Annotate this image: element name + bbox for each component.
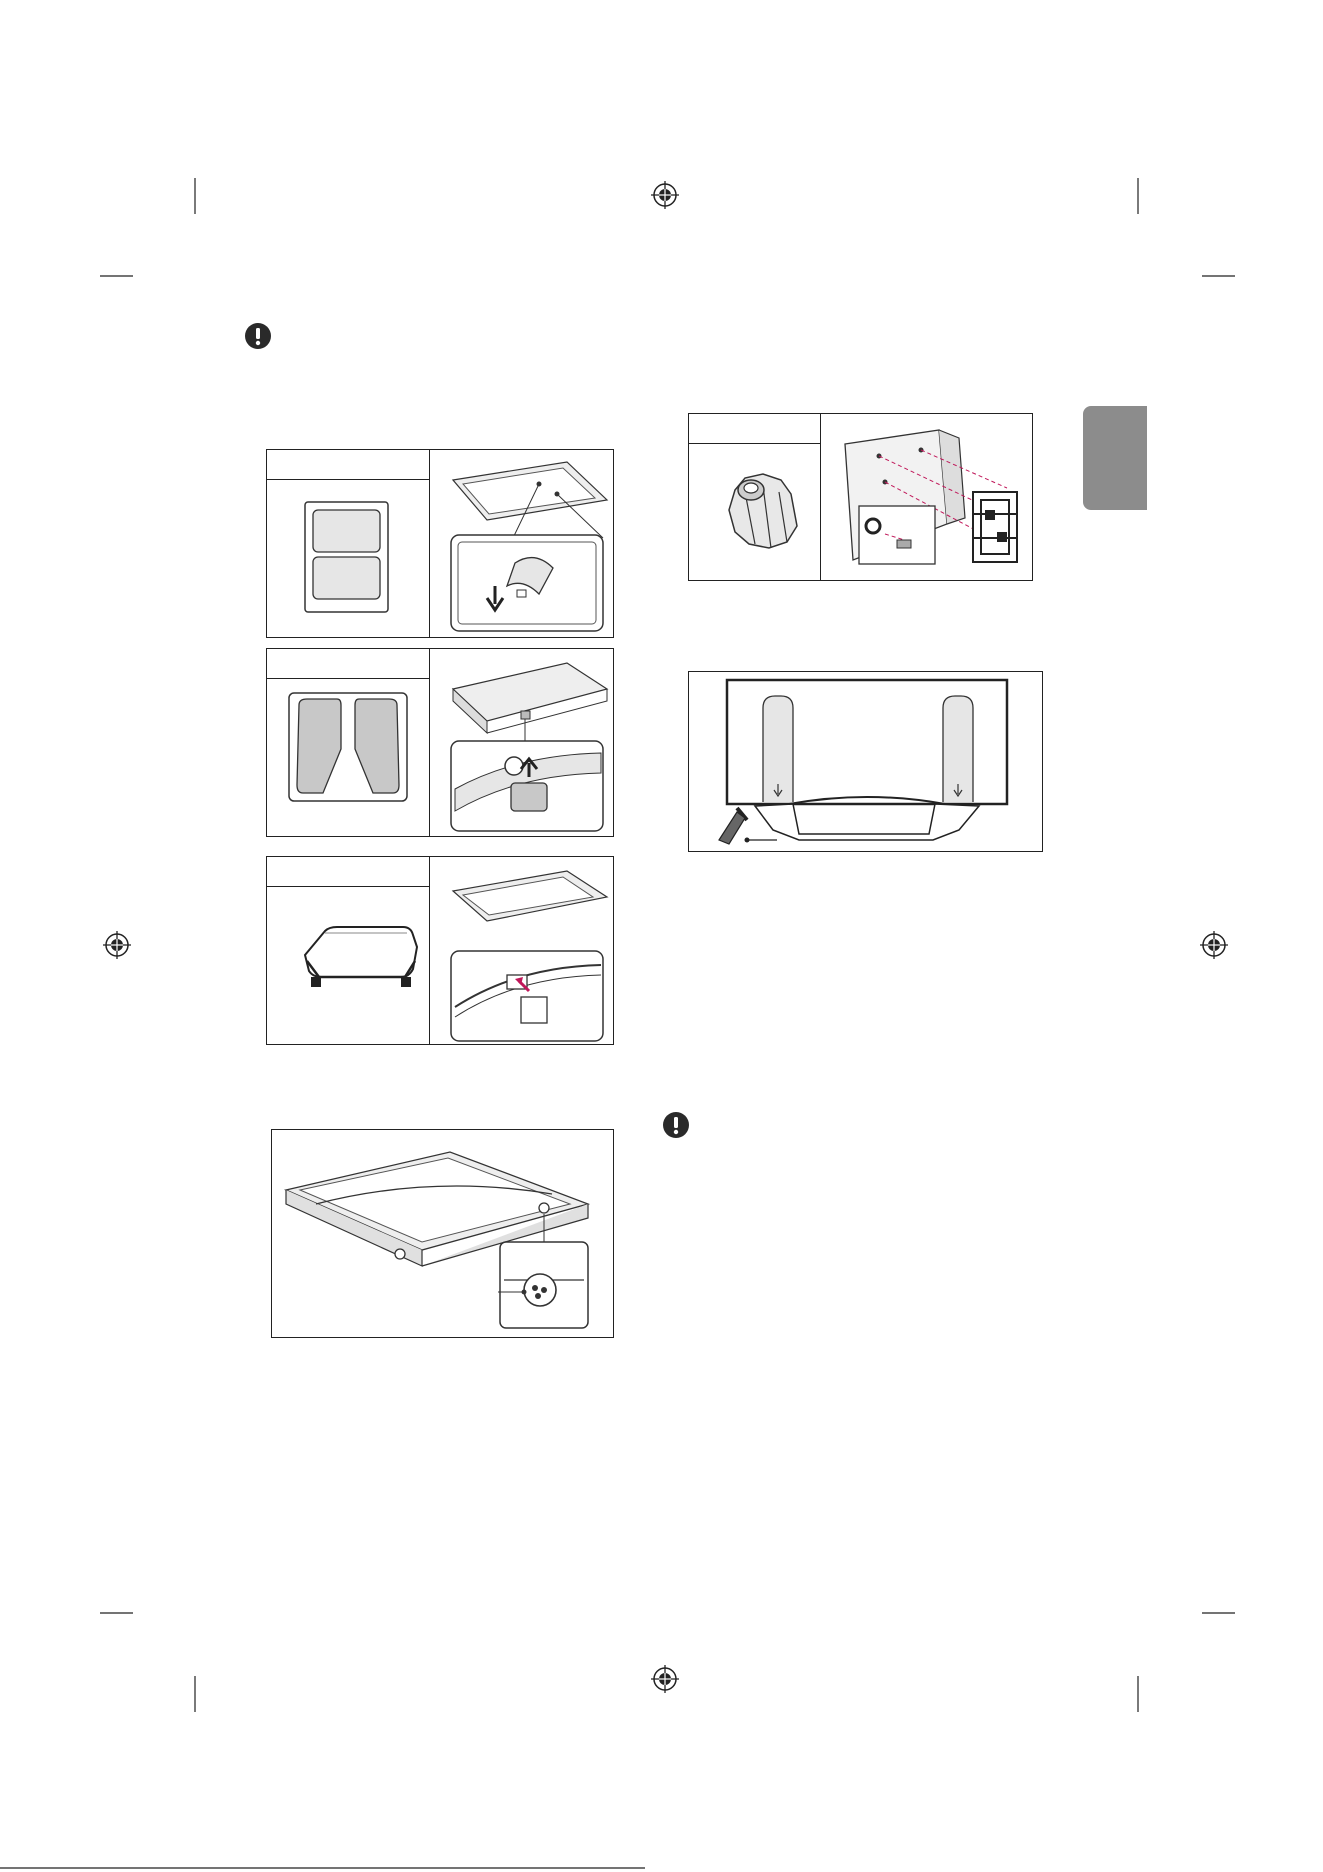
registration-mark-icon <box>103 931 131 959</box>
wall-mount-illustration <box>689 414 1034 582</box>
registration-mark-icon <box>1200 931 1228 959</box>
cable-holder-illustration <box>267 857 615 1046</box>
figure-stand-screws <box>688 671 1043 852</box>
figure-cable-holder <box>266 856 614 1045</box>
registration-mark-icon <box>651 181 679 209</box>
figure-feet-pads <box>266 648 614 837</box>
notice-icon <box>662 1111 690 1139</box>
figure-stickers <box>266 449 614 638</box>
figure-tv-back-screws <box>271 1129 614 1338</box>
language-tab <box>1083 406 1147 510</box>
feet-pads-illustration <box>267 649 615 838</box>
notice-icon <box>244 322 272 350</box>
tv-back-illustration <box>272 1130 615 1339</box>
stickers-illustration <box>267 450 615 639</box>
registration-mark-icon <box>651 1665 679 1693</box>
stand-screws-illustration <box>689 672 1044 853</box>
figure-wall-mount-spacer <box>688 413 1033 581</box>
